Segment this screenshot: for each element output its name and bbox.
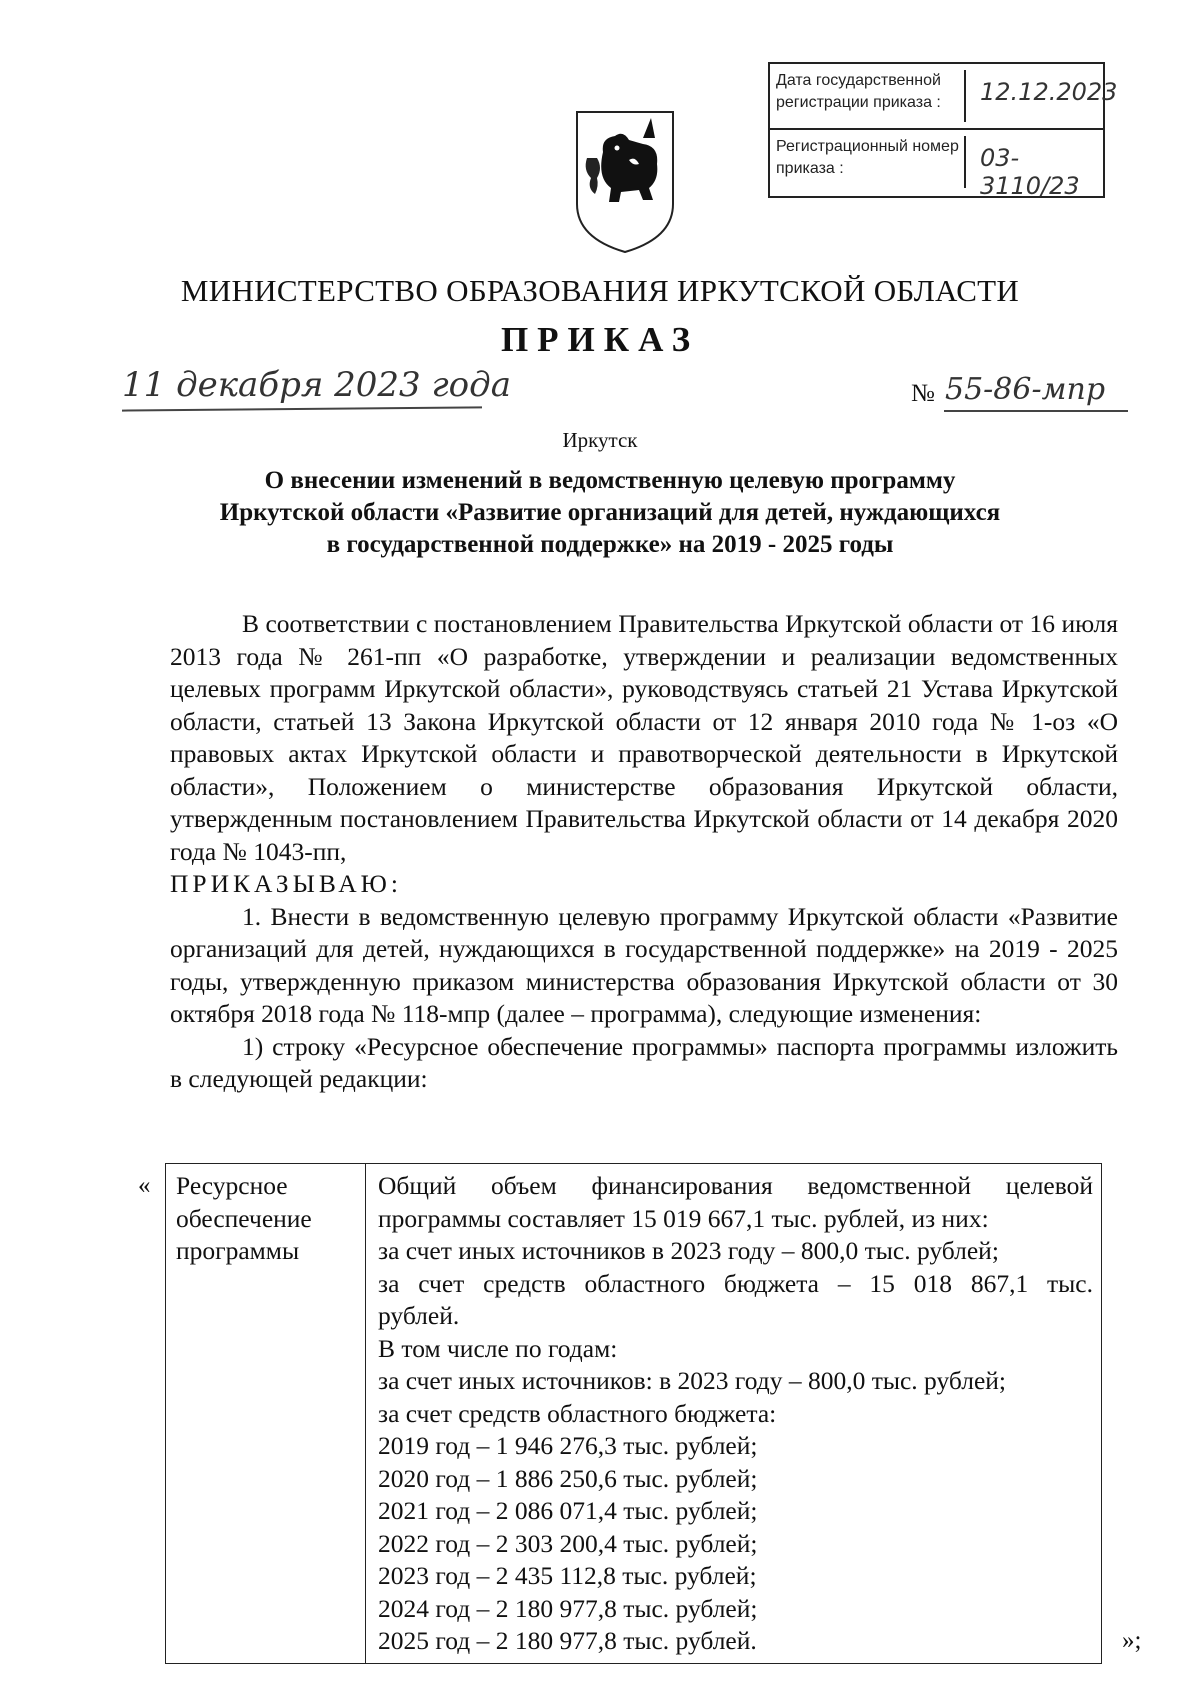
order-word: ПРИКАЗЫВАЮ: bbox=[170, 869, 402, 898]
preamble-paragraph: В соответствии с постановлением Правительства Иркутской области от 16 июля 2013 года № 261-пп «О разработке, утверждении и реализации ведомственных целевых программ Иркутской области», руководствуясь статьей 21 Устава Иркутской области, статьей 13 Закона Иркутской области от 12 января 2010 года № 1-оз «О правовых актах Иркутской области и правотворческой деятельности в Иркутской области», Положением о министерстве образования Иркутской области, утвержденным постановлением Правительства Иркутской области от 14 декабря 2020 года № 1043-пп, bbox=[170, 609, 1118, 866]
registration-number-label: Регистрационный номер приказа : bbox=[776, 136, 966, 188]
table-line: рублей. bbox=[378, 1301, 460, 1330]
table-line: 2020 год – 1 886 250,6 тыс. рублей; bbox=[378, 1463, 758, 1493]
table-line: программы составляет 15 019 667,1 тыс. рублей, из них: bbox=[378, 1203, 989, 1233]
table-line: Общий объем финансирования ведомственной целевой bbox=[378, 1171, 1093, 1200]
document-subject bbox=[160, 465, 1060, 561]
resource-table-left-cell: Ресурсное обеспечение программы bbox=[166, 1164, 366, 1663]
document-body bbox=[170, 608, 1118, 1096]
document-type-title: ПРИКАЗ bbox=[500, 320, 700, 359]
table-quote-close: »; bbox=[1122, 1627, 1142, 1654]
item-1-paragraph: 1. Внести в ведомственную целевую программу Иркутской области «Развитие организаций для детей, нуждающихся в государственной поддержке» на 2019 - 2025 годы, утвержденную приказом министерства образования Иркутской области от 30 октября 2018 года № 118-мпр (далее – программа), следующие изменения: bbox=[170, 901, 1118, 1028]
table-line: 2022 год – 2 303 200,4 тыс. рублей; bbox=[378, 1528, 758, 1558]
resource-table-right-cell bbox=[366, 1164, 1103, 1658]
table-line: 2021 год – 2 086 071,4 тыс. рублей; bbox=[378, 1496, 758, 1525]
table-quote-open: « bbox=[138, 1172, 151, 1199]
registration-number-value: 03-3110/23 bbox=[980, 144, 1080, 200]
subject-line-3: в государственной поддержке» на 2019 - 2025 годы bbox=[326, 531, 894, 558]
table-line: за счет иных источников: в 2023 году – 800,0 тыс. рублей; bbox=[378, 1366, 1006, 1395]
handwritten-order-number: 55-86-мпр bbox=[945, 372, 1106, 407]
subject-line-2: Иркутской области «Развитие организаций для детей, нуждающихся bbox=[219, 499, 1001, 526]
registration-date-row bbox=[770, 64, 1118, 130]
table-line: за счет средств областного бюджета: bbox=[378, 1398, 777, 1428]
registration-number-row bbox=[770, 130, 1103, 200]
handwritten-date: 11 декабря 2023 года bbox=[122, 365, 511, 405]
table-line: 2024 год – 2 180 977,8 тыс. рублей; bbox=[378, 1593, 758, 1623]
ministry-name: МИНИСТЕРСТВО ОБРАЗОВАНИЯ ИРКУТСКОЙ ОБЛАСТИ bbox=[180, 273, 1020, 308]
registration-stamp bbox=[768, 62, 1118, 200]
table-line: 2019 год – 1 946 276,3 тыс. рублей; bbox=[378, 1431, 758, 1460]
city-name: Иркутск bbox=[562, 428, 638, 452]
table-line: 2023 год – 2 435 112,8 тыс. рублей; bbox=[378, 1561, 757, 1590]
date-underline bbox=[122, 406, 482, 411]
subitem-1-paragraph: 1) строку «Ресурсное обеспечение программы» паспорта программы изложить в следующей редакции: bbox=[170, 1031, 1118, 1093]
subject-line-1: О внесении изменений в ведомственную целевую программу bbox=[264, 467, 956, 494]
registration-date-label: Дата государственной регистрации приказа : bbox=[776, 70, 966, 122]
table-line: за счет иных источников в 2023 году – 800,0 тыс. рублей; bbox=[378, 1236, 999, 1265]
resource-table bbox=[165, 1163, 1102, 1664]
coat-of-arms-icon bbox=[573, 108, 677, 256]
table-line: В том числе по годам: bbox=[378, 1333, 618, 1363]
table-line: за счет средств областного бюджета – 15 018 867,1 тыс. bbox=[378, 1268, 1093, 1298]
number-sign: № bbox=[911, 380, 935, 407]
table-line: 2025 год – 2 180 977,8 тыс. рублей. bbox=[378, 1626, 757, 1655]
registration-date-value: 12.12.2023 bbox=[980, 78, 1118, 106]
number-underline bbox=[944, 410, 1128, 412]
